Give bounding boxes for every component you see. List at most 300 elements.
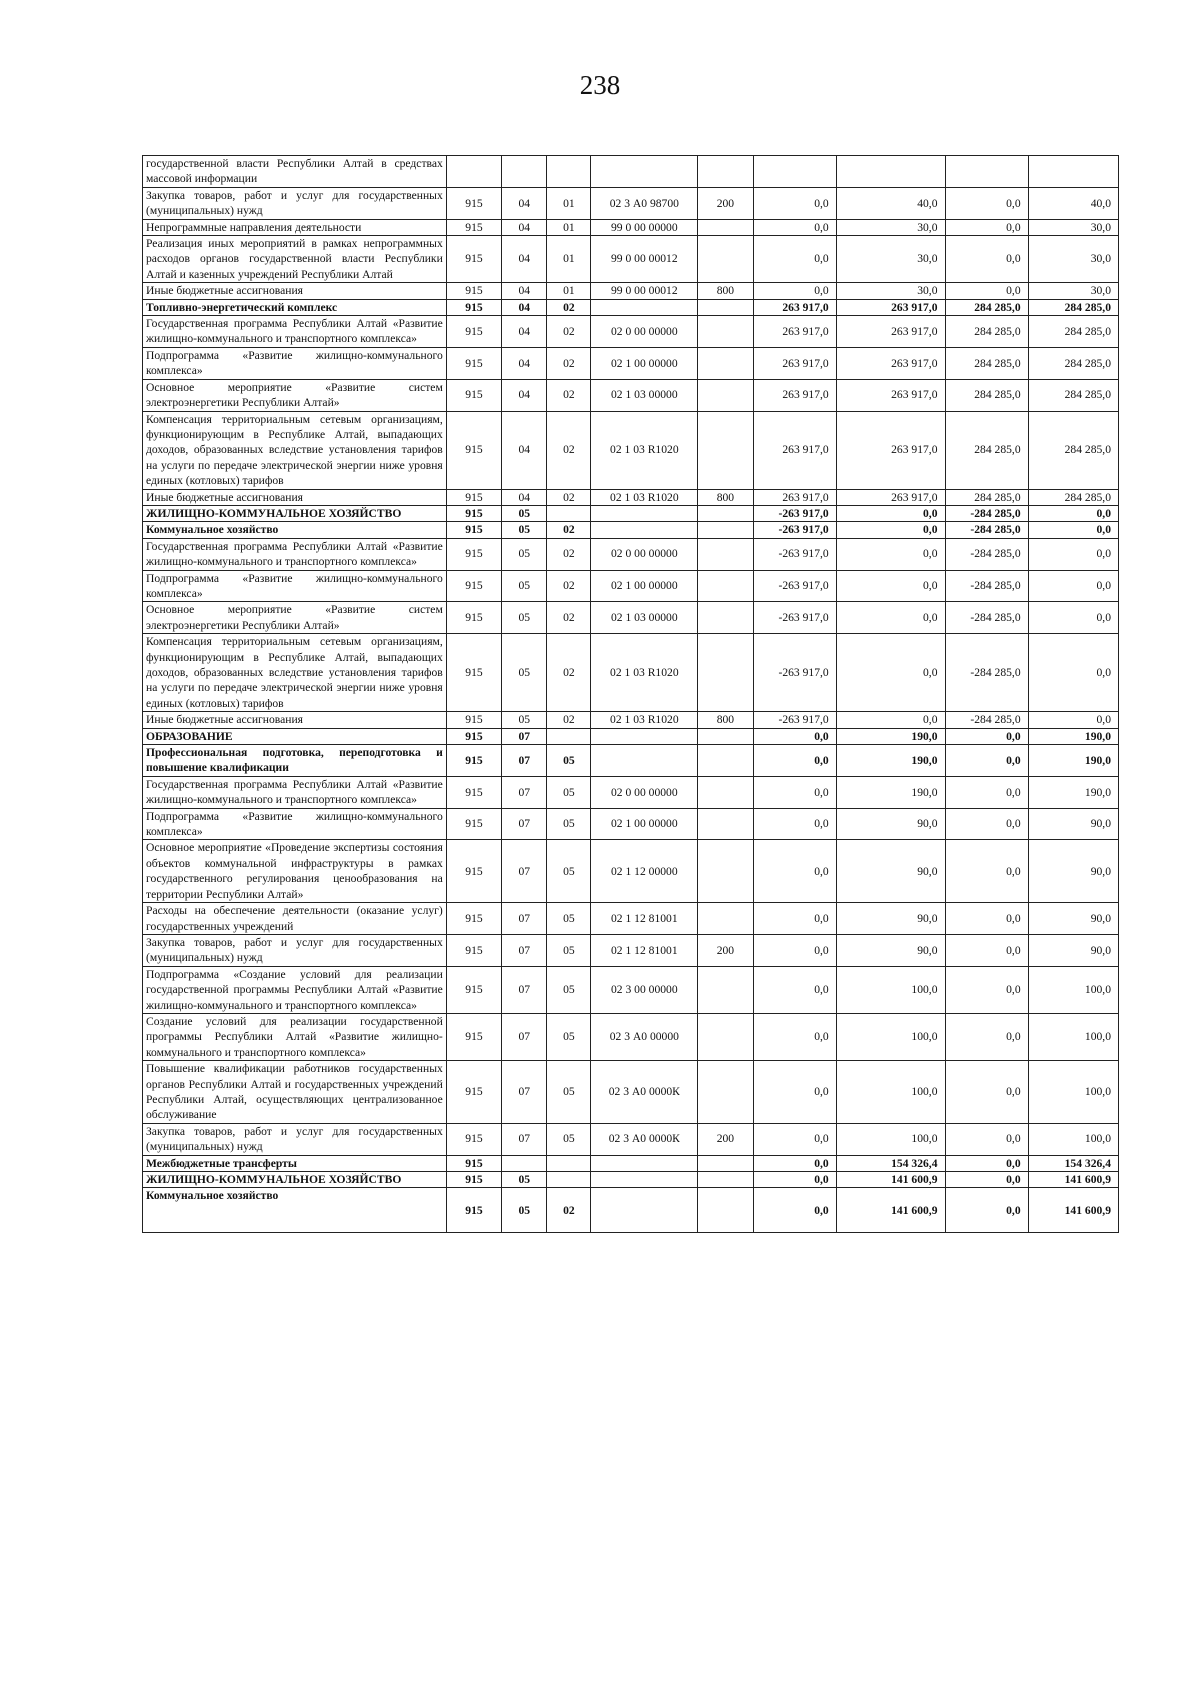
- section-code-cell: 04: [502, 316, 547, 348]
- subsection-code-cell: 02: [547, 634, 591, 712]
- amount-cell-2: 263 917,0: [836, 489, 945, 505]
- amount-cell-2: 0,0: [836, 505, 945, 521]
- amount-cell-1: 0,0: [753, 745, 836, 777]
- amount-cell-2: 263 917,0: [836, 316, 945, 348]
- target-article-cell: 02 0 00 00000: [591, 538, 698, 570]
- admin-code-cell: 915: [446, 236, 501, 283]
- amount-cell-4: 100,0: [1028, 1061, 1118, 1124]
- amount-cell-2: 141 600,9: [836, 1172, 945, 1188]
- subsection-code-cell: 05: [547, 1061, 591, 1124]
- admin-code-cell: 915: [446, 187, 501, 219]
- amount-cell-4: 100,0: [1028, 1123, 1118, 1155]
- section-code-cell: 05: [502, 634, 547, 712]
- section-code-cell: 04: [502, 299, 547, 315]
- table-row: [143, 808, 1119, 840]
- target-article-cell: 02 3 А0 98700: [591, 187, 698, 219]
- amount-cell-4: 30,0: [1028, 236, 1118, 283]
- amount-cell-1: -263 917,0: [753, 712, 836, 728]
- section-code-cell: 07: [502, 840, 547, 903]
- target-article-cell: 99 0 00 00012: [591, 236, 698, 283]
- table-row: [143, 505, 1119, 521]
- amount-cell-1: -263 917,0: [753, 505, 836, 521]
- amount-cell-1: -263 917,0: [753, 538, 836, 570]
- table-row: [143, 1188, 1119, 1233]
- amount-cell-1: [753, 156, 836, 188]
- amount-cell-4: 284 285,0: [1028, 316, 1118, 348]
- table-row: [143, 712, 1119, 728]
- row-name-cell: Подпрограмма «Создание условий для реализации государственной программы Республики Алтай «Развитие жилищно-коммунального и транспортного комплекса»: [143, 966, 447, 1013]
- amount-cell-2: 100,0: [836, 966, 945, 1013]
- subsection-code-cell: 05: [547, 745, 591, 777]
- target-article-cell: 99 0 00 00012: [591, 283, 698, 299]
- amount-cell-4: 90,0: [1028, 903, 1118, 935]
- row-name-cell: Расходы на обеспечение деятельности (оказание услуг) государственных учреждений: [143, 903, 447, 935]
- section-code-cell: 05: [502, 1188, 547, 1233]
- target-article-cell: 02 1 03 R1020: [591, 634, 698, 712]
- table-row: [143, 316, 1119, 348]
- admin-code-cell: 915: [446, 1188, 501, 1233]
- table-row: [143, 728, 1119, 744]
- expense-type-cell: [698, 808, 753, 840]
- target-article-cell: 02 3 А0 0000К: [591, 1123, 698, 1155]
- expense-type-cell: [698, 236, 753, 283]
- expense-type-cell: 800: [698, 283, 753, 299]
- row-name-cell: Реализация иных мероприятий в рамках непрограммных расходов органов государственной власти Республики Алтай и казенных учреждений Республики Алтай: [143, 236, 447, 283]
- amount-cell-3: -284 285,0: [945, 602, 1028, 634]
- amount-cell-3: 284 285,0: [945, 316, 1028, 348]
- amount-cell-4: 190,0: [1028, 776, 1118, 808]
- amount-cell-4: 90,0: [1028, 808, 1118, 840]
- row-name-cell: Коммунальное хозяйство: [143, 522, 447, 538]
- amount-cell-4: 0,0: [1028, 602, 1118, 634]
- amount-cell-3: 284 285,0: [945, 489, 1028, 505]
- target-article-cell: 02 3 А0 00000: [591, 1013, 698, 1060]
- amount-cell-1: 0,0: [753, 776, 836, 808]
- amount-cell-1: -263 917,0: [753, 570, 836, 602]
- amount-cell-2: 30,0: [836, 283, 945, 299]
- amount-cell-1: 263 917,0: [753, 347, 836, 379]
- subsection-code-cell: 01: [547, 187, 591, 219]
- amount-cell-2: 263 917,0: [836, 411, 945, 489]
- expense-type-cell: [698, 1013, 753, 1060]
- amount-cell-3: -284 285,0: [945, 538, 1028, 570]
- row-name-cell: государственной власти Республики Алтай в средствах массовой информации: [143, 156, 447, 188]
- admin-code-cell: 915: [446, 411, 501, 489]
- amount-cell-3: -284 285,0: [945, 570, 1028, 602]
- section-code-cell: 04: [502, 411, 547, 489]
- row-name-cell: Подпрограмма «Развитие жилищно-коммунального комплекса»: [143, 808, 447, 840]
- table-row: [143, 570, 1119, 602]
- row-name-cell: Подпрограмма «Развитие жилищно-коммунального комплекса»: [143, 347, 447, 379]
- target-article-cell: 99 0 00 00000: [591, 219, 698, 235]
- amount-cell-1: 0,0: [753, 808, 836, 840]
- subsection-code-cell: 05: [547, 1123, 591, 1155]
- amount-cell-3: -284 285,0: [945, 505, 1028, 521]
- table-row: [143, 745, 1119, 777]
- target-article-cell: 02 1 03 R1020: [591, 712, 698, 728]
- amount-cell-4: 30,0: [1028, 219, 1118, 235]
- amount-cell-4: 90,0: [1028, 934, 1118, 966]
- admin-code-cell: [446, 156, 501, 188]
- admin-code-cell: 915: [446, 522, 501, 538]
- amount-cell-4: 284 285,0: [1028, 347, 1118, 379]
- section-code-cell: 05: [502, 505, 547, 521]
- admin-code-cell: 915: [446, 903, 501, 935]
- expense-type-cell: 800: [698, 712, 753, 728]
- amount-cell-3: 0,0: [945, 966, 1028, 1013]
- amount-cell-1: 0,0: [753, 236, 836, 283]
- section-code-cell: 07: [502, 728, 547, 744]
- amount-cell-4: 141 600,9: [1028, 1172, 1118, 1188]
- amount-cell-3: 0,0: [945, 745, 1028, 777]
- admin-code-cell: 915: [446, 745, 501, 777]
- admin-code-cell: 915: [446, 283, 501, 299]
- admin-code-cell: 915: [446, 316, 501, 348]
- amount-cell-2: 0,0: [836, 538, 945, 570]
- admin-code-cell: 915: [446, 776, 501, 808]
- table-row: [143, 219, 1119, 235]
- table-row: [143, 522, 1119, 538]
- amount-cell-1: 0,0: [753, 840, 836, 903]
- target-article-cell: 02 0 00 00000: [591, 316, 698, 348]
- amount-cell-3: 0,0: [945, 1155, 1028, 1171]
- section-code-cell: 05: [502, 570, 547, 602]
- row-name-cell: Иные бюджетные ассигнования: [143, 283, 447, 299]
- expense-type-cell: [698, 219, 753, 235]
- expense-type-cell: [698, 411, 753, 489]
- section-code-cell: 05: [502, 1172, 547, 1188]
- amount-cell-4: 90,0: [1028, 840, 1118, 903]
- admin-code-cell: 915: [446, 299, 501, 315]
- amount-cell-4: 100,0: [1028, 1013, 1118, 1060]
- subsection-code-cell: [547, 1155, 591, 1171]
- expense-type-cell: [698, 1188, 753, 1233]
- subsection-code-cell: 02: [547, 602, 591, 634]
- expense-type-cell: [698, 602, 753, 634]
- section-code-cell: 07: [502, 776, 547, 808]
- amount-cell-4: 0,0: [1028, 522, 1118, 538]
- budget-table-body: [143, 156, 1119, 1233]
- subsection-code-cell: 05: [547, 840, 591, 903]
- expense-type-cell: [698, 299, 753, 315]
- target-article-cell: [591, 1172, 698, 1188]
- amount-cell-1: 0,0: [753, 1123, 836, 1155]
- amount-cell-2: 154 326,4: [836, 1155, 945, 1171]
- table-row: [143, 1013, 1119, 1060]
- table-row: [143, 411, 1119, 489]
- admin-code-cell: 915: [446, 489, 501, 505]
- admin-code-cell: 915: [446, 219, 501, 235]
- row-name-cell: Иные бюджетные ассигнования: [143, 489, 447, 505]
- amount-cell-1: 0,0: [753, 1188, 836, 1233]
- expense-type-cell: [698, 776, 753, 808]
- page-number: 238: [579, 70, 621, 100]
- subsection-code-cell: 02: [547, 570, 591, 602]
- amount-cell-2: 0,0: [836, 570, 945, 602]
- amount-cell-2: 190,0: [836, 728, 945, 744]
- section-code-cell: 07: [502, 903, 547, 935]
- amount-cell-3: 0,0: [945, 728, 1028, 744]
- table-row: [143, 187, 1119, 219]
- expense-type-cell: [698, 966, 753, 1013]
- amount-cell-1: 263 917,0: [753, 299, 836, 315]
- section-code-cell: 04: [502, 347, 547, 379]
- section-code-cell: 04: [502, 489, 547, 505]
- amount-cell-1: 263 917,0: [753, 379, 836, 411]
- subsection-code-cell: 02: [547, 316, 591, 348]
- subsection-code-cell: 02: [547, 379, 591, 411]
- target-article-cell: [591, 745, 698, 777]
- expense-type-cell: [698, 745, 753, 777]
- section-code-cell: 07: [502, 934, 547, 966]
- amount-cell-1: 0,0: [753, 903, 836, 935]
- amount-cell-4: 100,0: [1028, 966, 1118, 1013]
- amount-cell-3: 0,0: [945, 934, 1028, 966]
- target-article-cell: 02 1 03 00000: [591, 379, 698, 411]
- expense-type-cell: 200: [698, 934, 753, 966]
- target-article-cell: [591, 156, 698, 188]
- amount-cell-2: 190,0: [836, 745, 945, 777]
- table-row: [143, 299, 1119, 315]
- amount-cell-1: 0,0: [753, 283, 836, 299]
- expense-type-cell: [698, 840, 753, 903]
- target-article-cell: 02 1 03 R1020: [591, 489, 698, 505]
- table-row: [143, 283, 1119, 299]
- amount-cell-3: 284 285,0: [945, 411, 1028, 489]
- amount-cell-3: 0,0: [945, 187, 1028, 219]
- admin-code-cell: 915: [446, 1061, 501, 1124]
- expense-type-cell: [698, 316, 753, 348]
- table-row: [143, 1123, 1119, 1155]
- section-code-cell: 04: [502, 219, 547, 235]
- amount-cell-3: 0,0: [945, 1188, 1028, 1233]
- subsection-code-cell: 02: [547, 489, 591, 505]
- amount-cell-1: 0,0: [753, 966, 836, 1013]
- expense-type-cell: [698, 156, 753, 188]
- section-code-cell: 07: [502, 1061, 547, 1124]
- expense-type-cell: 200: [698, 187, 753, 219]
- subsection-code-cell: 02: [547, 347, 591, 379]
- amount-cell-1: 263 917,0: [753, 489, 836, 505]
- amount-cell-3: 0,0: [945, 840, 1028, 903]
- amount-cell-3: 0,0: [945, 219, 1028, 235]
- target-article-cell: 02 1 12 81001: [591, 934, 698, 966]
- expense-type-cell: [698, 903, 753, 935]
- amount-cell-3: -284 285,0: [945, 522, 1028, 538]
- amount-cell-1: 0,0: [753, 187, 836, 219]
- admin-code-cell: 915: [446, 570, 501, 602]
- amount-cell-3: -284 285,0: [945, 634, 1028, 712]
- expense-type-cell: [698, 538, 753, 570]
- target-article-cell: [591, 299, 698, 315]
- expense-type-cell: [698, 570, 753, 602]
- amount-cell-2: 0,0: [836, 712, 945, 728]
- table-row: [143, 840, 1119, 903]
- admin-code-cell: 915: [446, 379, 501, 411]
- target-article-cell: 02 1 00 00000: [591, 808, 698, 840]
- row-name-cell: Государственная программа Республики Алтай «Развитие жилищно-коммунального и транспортного комплекса»: [143, 538, 447, 570]
- target-article-cell: [591, 728, 698, 744]
- table-row: [143, 156, 1119, 188]
- amount-cell-2: 0,0: [836, 522, 945, 538]
- section-code-cell: 05: [502, 538, 547, 570]
- amount-cell-1: 0,0: [753, 219, 836, 235]
- table-row: [143, 903, 1119, 935]
- section-code-cell: 04: [502, 379, 547, 411]
- amount-cell-2: 90,0: [836, 934, 945, 966]
- target-article-cell: 02 1 12 00000: [591, 840, 698, 903]
- table-row: [143, 347, 1119, 379]
- amount-cell-1: 0,0: [753, 728, 836, 744]
- amount-cell-2: 30,0: [836, 219, 945, 235]
- amount-cell-2: 141 600,9: [836, 1188, 945, 1233]
- row-name-cell: Закупка товаров, работ и услуг для государственных (муниципальных) нужд: [143, 187, 447, 219]
- expense-type-cell: 800: [698, 489, 753, 505]
- row-name-cell: Основное мероприятие «Развитие систем электроэнергетики Республики Алтай»: [143, 379, 447, 411]
- amount-cell-3: 0,0: [945, 236, 1028, 283]
- target-article-cell: [591, 522, 698, 538]
- amount-cell-4: 141 600,9: [1028, 1188, 1118, 1233]
- amount-cell-1: 263 917,0: [753, 411, 836, 489]
- amount-cell-1: 0,0: [753, 1155, 836, 1171]
- section-code-cell: 07: [502, 966, 547, 1013]
- admin-code-cell: 915: [446, 1155, 501, 1171]
- admin-code-cell: 915: [446, 602, 501, 634]
- section-code-cell: 07: [502, 808, 547, 840]
- amount-cell-3: 284 285,0: [945, 347, 1028, 379]
- row-name-cell: Компенсация территориальным сетевым организациям, функционирующим в Республике Алтай, выпадающих доходов, образованных вследствие установления тарифов на услуги по передаче электрической энергии ниже уровня единых (котловых) тарифов: [143, 634, 447, 712]
- target-article-cell: [591, 1155, 698, 1171]
- row-name-cell: Создание условий для реализации государственной программы Республики Алтай «Развитие жилищно-коммунального и транспортного комплекса»: [143, 1013, 447, 1060]
- amount-cell-3: 0,0: [945, 1123, 1028, 1155]
- amount-cell-4: 40,0: [1028, 187, 1118, 219]
- amount-cell-2: 263 917,0: [836, 299, 945, 315]
- amount-cell-3: -284 285,0: [945, 712, 1028, 728]
- row-name-cell: Межбюджетные трансферты: [143, 1155, 447, 1171]
- table-row: [143, 776, 1119, 808]
- target-article-cell: 02 1 00 00000: [591, 570, 698, 602]
- section-code-cell: 04: [502, 283, 547, 299]
- expense-type-cell: [698, 522, 753, 538]
- target-article-cell: 02 1 03 00000: [591, 602, 698, 634]
- amount-cell-3: [945, 156, 1028, 188]
- amount-cell-3: 0,0: [945, 1013, 1028, 1060]
- subsection-code-cell: 02: [547, 538, 591, 570]
- admin-code-cell: 915: [446, 1172, 501, 1188]
- amount-cell-3: 0,0: [945, 903, 1028, 935]
- row-name-cell: Подпрограмма «Развитие жилищно-коммунального комплекса»: [143, 570, 447, 602]
- row-name-cell: Повышение квалификации работников государственных органов Республики Алтай и государственных учреждений Республики Алтай, осуществляющих централизованное обслуживание: [143, 1061, 447, 1124]
- row-name-cell: Профессиональная подготовка, переподготовка и повышение квалификации: [143, 745, 447, 777]
- amount-cell-4: 154 326,4: [1028, 1155, 1118, 1171]
- subsection-code-cell: [547, 156, 591, 188]
- subsection-code-cell: 05: [547, 1013, 591, 1060]
- amount-cell-3: 0,0: [945, 1061, 1028, 1124]
- subsection-code-cell: 02: [547, 1188, 591, 1233]
- row-name-cell: Непрограммные направления деятельности: [143, 219, 447, 235]
- amount-cell-4: 0,0: [1028, 505, 1118, 521]
- section-code-cell: 05: [502, 712, 547, 728]
- section-code-cell: 07: [502, 1013, 547, 1060]
- table-row: [143, 966, 1119, 1013]
- amount-cell-2: 263 917,0: [836, 379, 945, 411]
- section-code-cell: 04: [502, 187, 547, 219]
- table-row: [143, 934, 1119, 966]
- target-article-cell: 02 3 00 00000: [591, 966, 698, 1013]
- amount-cell-2: 90,0: [836, 840, 945, 903]
- subsection-code-cell: 05: [547, 934, 591, 966]
- amount-cell-3: 0,0: [945, 808, 1028, 840]
- amount-cell-1: -263 917,0: [753, 522, 836, 538]
- row-name-cell: Компенсация территориальным сетевым организациям, функционирующим в Республике Алтай, выпадающих доходов, образованных вследствие установления тарифов на услуги по передаче электрической энергии ниже уровня единых (котловых) тарифов: [143, 411, 447, 489]
- amount-cell-4: 0,0: [1028, 538, 1118, 570]
- subsection-code-cell: 02: [547, 712, 591, 728]
- amount-cell-2: 90,0: [836, 808, 945, 840]
- subsection-code-cell: [547, 728, 591, 744]
- admin-code-cell: 915: [446, 505, 501, 521]
- table-row: [143, 1061, 1119, 1124]
- amount-cell-1: 0,0: [753, 1013, 836, 1060]
- amount-cell-2: 90,0: [836, 903, 945, 935]
- amount-cell-4: [1028, 156, 1118, 188]
- expense-type-cell: [698, 1172, 753, 1188]
- amount-cell-2: 263 917,0: [836, 347, 945, 379]
- amount-cell-4: 0,0: [1028, 712, 1118, 728]
- amount-cell-2: 100,0: [836, 1123, 945, 1155]
- expense-type-cell: [698, 728, 753, 744]
- subsection-code-cell: 05: [547, 776, 591, 808]
- subsection-code-cell: [547, 1172, 591, 1188]
- row-name-cell: Коммунальное хозяйство: [143, 1188, 447, 1233]
- amount-cell-2: 100,0: [836, 1013, 945, 1060]
- table-row: [143, 489, 1119, 505]
- amount-cell-1: 0,0: [753, 1061, 836, 1124]
- admin-code-cell: 915: [446, 840, 501, 903]
- amount-cell-1: -263 917,0: [753, 634, 836, 712]
- amount-cell-2: 30,0: [836, 236, 945, 283]
- subsection-code-cell: 05: [547, 903, 591, 935]
- budget-table: [142, 155, 1119, 1233]
- table-row: [143, 538, 1119, 570]
- table-row: [143, 634, 1119, 712]
- expense-type-cell: [698, 379, 753, 411]
- admin-code-cell: 915: [446, 934, 501, 966]
- amount-cell-2: 40,0: [836, 187, 945, 219]
- subsection-code-cell: 01: [547, 283, 591, 299]
- amount-cell-1: 0,0: [753, 934, 836, 966]
- target-article-cell: 02 0 00 00000: [591, 776, 698, 808]
- section-code-cell: 05: [502, 602, 547, 634]
- admin-code-cell: 915: [446, 634, 501, 712]
- row-name-cell: Иные бюджетные ассигнования: [143, 712, 447, 728]
- subsection-code-cell: 05: [547, 966, 591, 1013]
- table-row: [143, 236, 1119, 283]
- table-row: [143, 602, 1119, 634]
- row-name-cell: Основное мероприятие «Проведение экспертизы состояния объектов коммунальной инфраструктуры в рамках государственного регулирования ценообразования на территории Республики Алтай»: [143, 840, 447, 903]
- section-code-cell: 07: [502, 1123, 547, 1155]
- amount-cell-3: 0,0: [945, 1172, 1028, 1188]
- target-article-cell: [591, 1188, 698, 1233]
- table-row: [143, 1155, 1119, 1171]
- row-name-cell: Закупка товаров, работ и услуг для государственных (муниципальных) нужд: [143, 1123, 447, 1155]
- amount-cell-4: 30,0: [1028, 283, 1118, 299]
- amount-cell-2: [836, 156, 945, 188]
- admin-code-cell: 915: [446, 808, 501, 840]
- amount-cell-4: 284 285,0: [1028, 379, 1118, 411]
- row-name-cell: Закупка товаров, работ и услуг для государственных (муниципальных) нужд: [143, 934, 447, 966]
- target-article-cell: 02 1 03 R1020: [591, 411, 698, 489]
- target-article-cell: 02 1 00 00000: [591, 347, 698, 379]
